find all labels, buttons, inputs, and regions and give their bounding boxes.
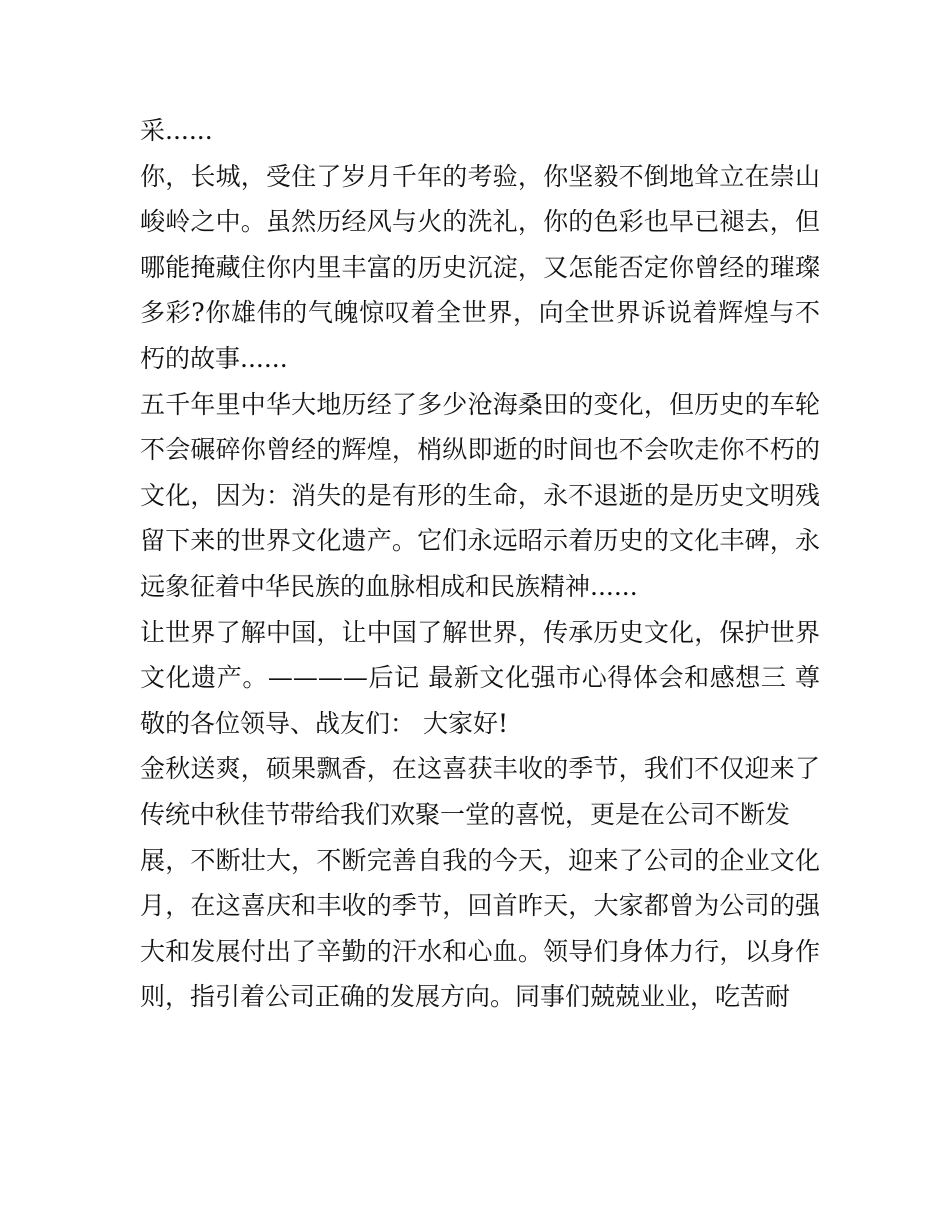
document-body	[140, 108, 820, 1020]
text-line: 文化遗产。————后记 最新文化强市心得体会和感想三 尊	[140, 663, 820, 693]
text-line: 哪能掩藏住你内里丰富的历史沉淀，又怎能否定你曾经的璀璨	[140, 252, 820, 282]
text-line: 远象征着中华民族的血脉相成和民族精神......	[140, 571, 638, 601]
text-line: 采......	[140, 116, 213, 145]
text-line: 敬的各位领导、战友们： 大家好!	[140, 708, 508, 738]
text-line: 大和发展付出了辛勤的汗水和心血。领导们身体力行，以身作	[140, 936, 820, 966]
text-line: 月，在这喜庆和丰收的季节，回首昨天，大家都曾为公司的强	[140, 891, 820, 921]
text-line: 则，指引着公司正确的发展方向。同事们兢兢业业，吃苦耐	[140, 982, 791, 1012]
text-line: 朽的故事......	[140, 343, 288, 373]
text-line: 五千年里中华大地历经了多少沧海桑田的变化，但历史的车轮	[140, 389, 820, 419]
text-line: 传统中秋佳节带给我们欢聚一堂的喜悦，更是在公司不断发	[140, 799, 791, 829]
text-line: 让世界了解中国，让中国了解世界，传承历史文化，保护世界	[140, 617, 820, 647]
text-line: 留下来的世界文化遗产。它们永远昭示着历史的文化丰碑，永	[140, 526, 820, 556]
text-line: 你，长城，受住了岁月千年的考验，你坚毅不倒地耸立在崇山	[140, 161, 820, 191]
text-line: 展，不断壮大，不断完善自我的今天，迎来了公司的企业文化	[140, 845, 820, 875]
text-line: 文化，因为：消失的是有形的生命，永不退逝的是历史文明残	[140, 480, 820, 510]
text-line: 金秋送爽，硕果飘香，在这喜获丰收的季节，我们不仅迎来了	[140, 754, 820, 784]
text-line: 峻岭之中。虽然历经风与火的洗礼，你的色彩也早已褪去，但	[140, 207, 820, 237]
text-line: 多彩?你雄伟的气魄惊叹着全世界，向全世界诉说着辉煌与不	[140, 298, 820, 328]
text-line: 不会碾碎你曾经的辉煌，梢纵即逝的时间也不会吹走你不朽的	[140, 435, 820, 465]
